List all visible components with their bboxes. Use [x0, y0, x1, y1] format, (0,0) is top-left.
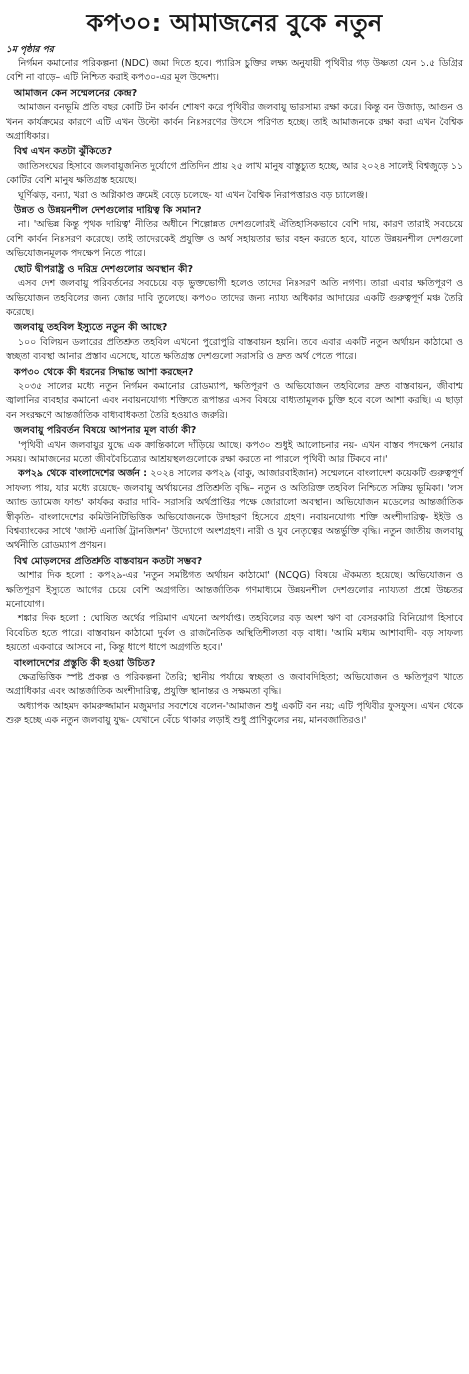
achievement-paragraph — [6, 467, 463, 553]
answer-bangladesh-preparation: ক্ষেত্রভিত্তিক স্পষ্ট প্রকল্প ও পরিকল্পনা তৈরি; স্থানীয় পর্যায়ে স্বচ্ছতা ও জবাবদিহিতা; অভিযোজন ও ক্ষতিপূরণ খাতে অগ্রাধিকার এবং আন্তর্জাতিক অংশীদারিত্ব, প্রযুক্তি স্থানান্তর ও সক্ষমতা বৃদ্ধি। — [6, 672, 463, 698]
question-world-risk: বিশ্ব এখন কতটা ঝুঁকিতে? — [14, 146, 113, 158]
answer-commitments-concern: শঙ্কার দিক হলো : ঘোষিত অর্থের পরিমাণ এখনো অপর্যাপ্ত। তহবিলের বড় অংশ ঋণ বা বেসরকারি বিনিয়োগ হিসাবে বিবেচিত হতে পারে। বাস্তবায়ন কাঠামো দুর্বল ও রাজনৈতিক অস্থিতিশীলতা বড় বাধা। 'আমি মধ্যম আশাবাদী- বড় সাফল্য হয়তো একবারে আসবে না, কিন্তু ধাপে ধাপে অগ্রগতি হবে।' — [6, 613, 463, 654]
answer-world-risk-1: জাতিসংঘের হিসাবে জলবায়ুজনিত দুর্যোগে প্রতিদিন প্রায় ২৫ লাখ মানুষ বাস্তুচ্যুত হচ্ছে, আর ২০২৪ সালেই বিশ্বজুড়ে ১১ কোটির বেশি মানুষ ক্ষতিগ্রস্ত হয়েছে। — [6, 160, 463, 187]
answer-responsibility: না। 'অভিন্ন কিন্তু পৃথক দায়িত্ব' নীতির অধীনে শিল্পোন্নত দেশগুলোরই ঐতিহাসিকভাবে বেশি দায়, কারণ তারাই সবচেয়ে বেশি কার্বন নিঃসরণ করেছে। তাই তাদেরকেই প্রযুক্তি ও অর্থ সহায়তার ভার বহন করতে হবে, যাতে উন্নয়নশীল দেশগুলো অভিযোজনমূলক পদক্ষেপ নিতে পারে। — [6, 219, 463, 260]
article-headline: কপ৩০: আমাজনের বুকে নতুন — [86, 9, 383, 37]
question-island-states: ছোট দ্বীপরাষ্ট্র ও দরিদ্র দেশগুলোর অবস্থান কী? — [14, 263, 194, 275]
question-bangladesh-preparation: বাংলাদেশের প্রস্তুতি কী হওয়া উচিত? — [14, 657, 156, 669]
answer-cop30-decisions: ২০৩৫ সালের মধ্যে নতুন নির্গমন কমানোর রোডম্যাপ, ক্ষতিপূরণ ও অভিযোজন তহবিলের দ্রুত বাস্তবায়ন, জীবাশ্ম জ্বালানির ব্যবহার কমানো এবং নবায়নযোগ্য শক্তিতে রূপান্তর এসব বিষয়ে বাধ্যতামূলক চুক্তি হবে বলে আশা করছি। এ ছাড়া বন সংরক্ষণে আন্তর্জাতিক বাধ্যবাধকতা তৈরি হওয়াও জরুরি। — [6, 380, 463, 421]
question-main-message: জলবায়ু পরিবর্তন বিষয়ে আপনার মূল বার্তা কী? — [14, 425, 197, 437]
answer-amazon-center: আমাজন বনভূমি প্রতি বছর কোটি টন কার্বন শোষণ করে পৃথিবীর জলবায়ু ভারসাম্য রক্ষা করে। কিন্তু বন উজাড়, আগুন ও খনন কার্যক্রমের কারণে এটি এখন উল্টো কার্বন নিঃসরণের উৎসে পরিণত হচ্ছে। তাই আমাজনকে রক্ষা করা এখন বৈশ্বিক অগ্রাধিকার। — [6, 102, 463, 143]
question-responsibility: উন্নত ও উন্নয়নশীল দেশগুলোর দায়িত্ব কি সমান? — [14, 205, 202, 217]
question-amazon-center: আমাজন কেন সম্মেলনের কেন্দ্র? — [14, 87, 138, 99]
intro-paragraph: নির্গমন কমানোর পরিকল্পনা (NDC) জমা দিতে হবে। প্যারিস চুক্তির লক্ষ্য অনুযায়ী পৃথিবীর গড় উষ্ণতা যেন ১.৫ ডিগ্রির বেশি না বাড়ে– এটি নিশ্চিত করাই কপ৩০-এর মূল উদ্দেশ্য। — [6, 58, 463, 84]
answer-main-message: 'পৃথিবী এখন জলবায়ুর যুদ্ধে এক ক্রান্তিকালে দাঁড়িয়ে আছে। কপ৩০ শুধুই আলোচনার নয়- এখন বাস্তব পদক্ষেপ নেয়ার সময়। আমাজনের মতো জীববৈচিত্র্যের আশ্রয়স্থলগুলোকে রক্ষা করতে না পারলে পৃথিবী আর টিকবে না।' — [6, 439, 463, 465]
question-climate-fund: জলবায়ু তহবিল ইস্যুতে নতুন কী আছে? — [14, 322, 168, 334]
answer-world-risk-2: ঘূর্ণিঝড়, বন্যা, খরা ও অগ্নিকাণ্ড ক্রমেই বেড়ে চলেছে- যা এখন বৈশ্বিক নিরাপত্তারও বড় চ্যালেঞ্জ। — [18, 189, 368, 201]
closing-quote: অধ্যাপক আহমদ কামরুজ্জামান মজুমদার সবশেষে বলেন-'আমাজন শুধু একটি বন নয়; এটি পৃথিবীর ফুসফুস। এখন থেকে শুরু হচ্ছে এক নতুন জলবায়ু যুদ্ধ- যেখানে বেঁচে থাকার লড়াই শুধু প্রাণিকুলের নয়, মানবজাতিরও।' — [6, 700, 463, 727]
question-commitments: বিশ্ব মোড়লদের প্রতিশ্রুতি বাস্তবায়ন কতটা সম্ভব? — [14, 555, 203, 567]
question-cop30-decisions: কপ৩০ থেকে কী ধরনের সিদ্ধান্ত আশা করছেন? — [14, 366, 194, 378]
achievement-text: ২০২৪ সালের কপ২৯ (বাকু, আজারবাইজান) সম্মেলনে বাংলাদেশ কয়েকটি গুরুত্বপূর্ণ সাফল্য পায়, যার মধ্যে রয়েছে- জলবায়ু অর্থায়নের প্রতিশ্রুতি বৃদ্ধি– নতুন ও অতিরিক্ত তহবিল নিশ্চিতে সক্রিয় ভূমিকা। 'লস অ্যান্ড ড্যামেজ ফান্ড' কার্যকর করার দাবি- সরাসরি অর্থপ্রাপ্তির পক্ষে জোরালো অবস্থান। অভিযোজন মডেলের আন্তর্জাতিক স্বীকৃতি- বাংলাদেশের কমিউনিটিভিত্তিক অভিযোজনকে উদাহরণ হিসেবে গ্রহণ। নবায়নযোগ্য শক্তি অংশীদারিত্ব- ইইউ ও বিশ্বব্যাংকের সাথে 'জাস্ট এনার্জি ট্রানজিশন' উদ্যোগে অংশগ্রহণ। নারী ও যুব নেতৃত্বের অন্তর্ভুক্তি বৃদ্ধি। নতুন জাতীয় জলবায়ু অর্থনীতি রোডম্যাপ প্রণয়ন। — [6, 468, 463, 552]
continued-from-page-note: ১ম পৃষ্ঠার পর — [6, 45, 54, 55]
answer-climate-fund: ১০০ বিলিয়ন ডলারের প্রতিশ্রুত তহবিল এখনো পুরোপুরি বাস্তবায়ন হয়নি। তবে এবার একটি নতুন অর্থায়ন কাঠামো ও স্বচ্ছতা ব্যবস্থা আনার প্রস্তাব এসেছে, যাতে ক্ষতিগ্রস্ত দেশগুলো সরাসরি ও দ্রুত অর্থ পেতে পারে। — [6, 336, 463, 363]
answer-commitments-hope: আশার দিক হলো : কপ২৯-এর 'নতুন সমষ্টিগত অর্থায়ন কাঠামো' (NCQG) বিষয়ে ঐকমত্য হয়েছে। অভিযোজন ও ক্ষতিপূরণ ইস্যুতে আগের চেয়ে বেশি অগ্রগতি। আন্তর্জাতিক গণমাধ্যমে উন্নয়নশীল দেশগুলোর ন্যায্যতা প্রশ্নে উচ্চতর মনোযোগ। — [6, 570, 463, 611]
achievement-lead: কপ২৯ থেকে বাংলাদেশের অর্জন : — [18, 468, 148, 480]
answer-island-states: এসব দেশ জলবায়ু পরিবর্তনের সবচেয়ে বড় ভুক্তভোগী হলেও তাদের নিঃসরণ অতি নগণ্য। তারা এবার ক্ষতিপূরণ ও অভিযোজন তহবিলের জন্য জোর দাবি তুলেছে। কপ৩০ তাদের জন্য ন্যায্য অধিকার আদায়ের একটি গুরুত্বপূর্ণ মঞ্চ তৈরি করেছে। — [6, 278, 463, 318]
